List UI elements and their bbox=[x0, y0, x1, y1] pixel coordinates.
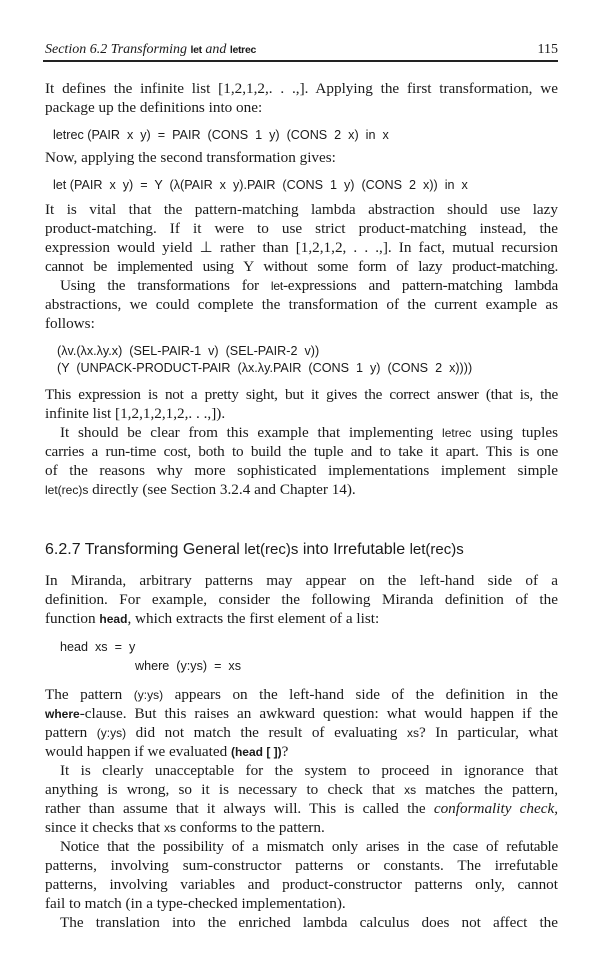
paragraph-line: carries a run-time cost, both to build the tuple and to take it apart. This is one bbox=[45, 443, 558, 460]
paragraph-line: fail to match (in a type-checked implementation). bbox=[45, 895, 346, 912]
running-header bbox=[45, 42, 558, 60]
paragraph-line: The translation into the enriched lambda calculus does not affect the bbox=[60, 914, 558, 931]
paragraph-line: Using the transformations for let-expressions and pattern-matching lambda bbox=[60, 277, 558, 294]
code-block-let: let (PAIR x y) = Y (λ(PAIR x y).PAIR (CONS 1 y) (CONS 2 x)) in x bbox=[53, 178, 468, 192]
paragraph-line: expression would yield ⊥ rather than [1,2,1,2, . . .,]. In fact, mutual recursion bbox=[45, 239, 558, 256]
paragraph-line: In Miranda, arbitrary patterns may appear on the left-hand side of a bbox=[45, 572, 558, 589]
paragraph-line: package up the definitions into one: bbox=[45, 99, 263, 116]
paragraph-line: since it checks that xs conforms to the pattern. bbox=[45, 819, 325, 836]
paragraph-line: patterns, involving variables and product-constructor patterns only, cannot bbox=[45, 876, 558, 893]
header-section-title: Section 6.2 Transforming let and letrec bbox=[45, 42, 257, 57]
paragraph-line: would happen if we evaluated (head [ ])? bbox=[45, 743, 289, 760]
paragraph-line: This expression is not a pretty sight, but it gives the correct answer (that is, the bbox=[45, 386, 558, 403]
code-block-letrec: letrec (PAIR x y) = PAIR (CONS 1 y) (CONS 2 x) in x bbox=[53, 128, 389, 142]
header-rule bbox=[43, 60, 558, 62]
code-block-lambda-line2: (Y (UNPACK-PRODUCT-PAIR (λx.λy.PAIR (CONS 1 y) (CONS 2 x)))) bbox=[57, 361, 473, 375]
bottom-symbol: ⊥ bbox=[199, 239, 213, 256]
paragraph-line: It is clearly unacceptable for the system to proceed in ignorance that bbox=[60, 762, 558, 779]
paragraph-line: abstractions, we could complete the transformation of the current example as bbox=[45, 296, 558, 313]
paragraph-line: The pattern (y:ys) appears on the left-hand side of the definition in the bbox=[45, 686, 559, 703]
paragraph-line: where-clause. But this raises an awkward question: what would happen if the bbox=[45, 705, 558, 722]
paragraph-line: product-matching. If it were to use strict product-matching instead, the bbox=[45, 220, 558, 237]
paragraph-line: definition. For example, consider the following Miranda definition of the bbox=[45, 591, 558, 608]
paragraph-line: cannot be implemented using Y without some form of lazy product-matching. bbox=[45, 258, 558, 275]
paragraph-line: follows: bbox=[45, 315, 95, 332]
paragraph-line: It should be clear from this example that implementing letrec using tuples bbox=[60, 424, 558, 441]
paragraph-line: rather than assume that it always will. This is called the conformality check, bbox=[45, 800, 559, 817]
paragraph-line: infinite list [1,2,1,2,1,2,. . .,]). bbox=[45, 405, 226, 422]
section-heading: 6.2.7 Transforming General let(rec)s into Irrefutable let(rec)s bbox=[45, 541, 464, 558]
code-block-head-line1: head xs = y bbox=[60, 640, 136, 654]
paragraph-line: It is vital that the pattern-matching lambda abstraction should use lazy bbox=[45, 201, 558, 218]
paragraph-line: It defines the infinite list [1,2,1,2,. . .,]. Applying the first transformation, we bbox=[45, 80, 558, 97]
paragraph-line: pattern (y:ys) did not match the result of evaluating xs? In particular, what bbox=[45, 724, 558, 741]
page-number: 115 bbox=[537, 42, 558, 57]
paragraph-line: let(rec)s directly (see Section 3.2.4 and Chapter 14). bbox=[45, 481, 356, 498]
paragraph-line: function head, which extracts the first element of a list: bbox=[45, 610, 380, 627]
code-block-head-line2: where (y:ys) = xs bbox=[135, 659, 242, 673]
code-block-lambda-line1: (λv.(λx.λy.x) (SEL-PAIR-1 v) (SEL-PAIR-2 v)) bbox=[57, 344, 320, 358]
paragraph-line: patterns, involving sum-constructor patterns or constants. The irrefutable bbox=[45, 857, 558, 874]
paragraph-line: Now, applying the second transformation gives: bbox=[45, 149, 336, 166]
paragraph-line: of the reasons why more sophisticated implementations implement simple bbox=[45, 462, 558, 479]
paragraph-line: Notice that the possibility of a mismatch only arises in the case of refutable bbox=[60, 838, 558, 855]
paragraph-line: anything is wrong, so it is necessary to check that xs matches the pattern, bbox=[45, 781, 559, 798]
